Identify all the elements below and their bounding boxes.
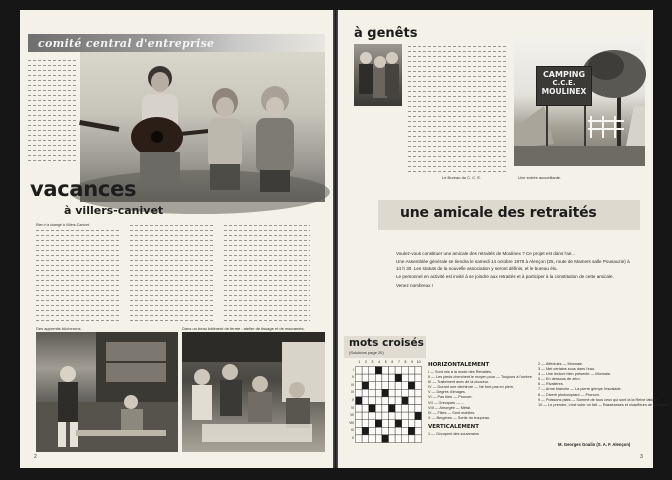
header-band <box>28 34 325 52</box>
vertical-clue: 2 — Affectués — Monnaie. <box>538 362 584 366</box>
caption-atelier: Dans un beau bâtiment de ferme : atelier de tissage et de macramés. <box>182 326 305 331</box>
crossword-black-cell <box>395 420 402 428</box>
crossword-black-cell <box>369 405 376 413</box>
horizontal-clue: X — Bergères — Sortie du troupeau. <box>428 415 491 420</box>
crossword-cell <box>395 427 402 435</box>
amicale-title-box <box>378 200 640 230</box>
crossword-cell <box>362 367 369 375</box>
crossword-black-cell <box>382 435 389 443</box>
crossword-cell <box>408 420 415 428</box>
horizontal-clues <box>428 370 533 421</box>
body-column-2 <box>130 223 214 323</box>
amicale-paragraph-2: Une Assemblée générale se tiendra le samedi 14 octobre 1978 à Alençon (25, route de Mamers salle Pousauzie) à 14 h 30. Les statuts de la nouvelle association y seront définis, et le bureau élu. <box>396 259 630 271</box>
crossword-black-cell <box>362 382 369 390</box>
crossword-cell <box>362 405 369 413</box>
body-column-1 <box>36 228 120 323</box>
crossword-cell <box>408 435 415 443</box>
weaving-workshop-photo <box>182 332 325 452</box>
crossword-black-cell <box>375 420 382 428</box>
crossword-cell <box>362 435 369 443</box>
caption-bureau: Le Bureau du C. C. E. <box>442 175 482 180</box>
genets-title: à genêts <box>354 26 418 41</box>
crossword-cell <box>408 389 415 397</box>
crossword-cell <box>375 382 382 390</box>
crossword-cell <box>382 405 389 413</box>
horizontal-clue: IV — Durant une déchirure — Ne font pas en plein. <box>428 385 514 390</box>
crossword-cell <box>375 405 382 413</box>
crossword-cell <box>402 382 409 390</box>
crossword-cell <box>389 412 396 420</box>
crossword-cell <box>375 412 382 420</box>
caption-apprentis: Des apprentis bûcherons. <box>36 326 82 331</box>
left-page <box>20 10 333 468</box>
vertical-clue: 10 — Le prendre, c'est voler un fait — Rasséanses et chauffeurs de services. <box>538 402 669 407</box>
crossword-title: mots croisés <box>349 337 424 349</box>
crossword-cell <box>356 427 363 435</box>
crossword-cell <box>415 389 422 397</box>
crossword-col-number: 7 <box>397 360 400 364</box>
crossword-cell <box>415 397 422 405</box>
crossword-cell <box>382 420 389 428</box>
crossword-cell <box>395 367 402 375</box>
crossword-cell <box>395 405 402 413</box>
sign-line-2: C.C.E. <box>552 79 576 87</box>
crossword-row-number: VIII <box>349 420 354 425</box>
crossword-col-number: 3 <box>371 360 374 364</box>
crossword-cell <box>375 397 382 405</box>
crossword-cell <box>369 367 376 375</box>
crossword-col-number: 8 <box>404 360 407 364</box>
vertical-clue: 1 — Occupent des souverains <box>428 432 479 436</box>
vertical-clue: 3 — Met certains sous dans l'eau. <box>538 367 596 372</box>
crossword-col-number: 1 <box>358 360 361 364</box>
crossword-row-number: II <box>352 375 354 380</box>
crossword-cell <box>415 435 422 443</box>
crossword-col-number: 10 <box>416 360 421 364</box>
left-column-text-top <box>28 58 78 166</box>
crossword-title-box <box>344 336 426 358</box>
crossword-cell <box>356 382 363 390</box>
right-page <box>338 10 669 468</box>
crossword-col-number: 6 <box>391 360 394 364</box>
crossword-cell <box>402 389 409 397</box>
crossword-cell <box>356 367 363 375</box>
crossword-cell <box>369 374 376 382</box>
crossword-row-number: VII <box>350 413 354 418</box>
crossword-row-numbers <box>344 366 355 442</box>
horizontal-clue: III — Traitement avec de la douceur. <box>428 380 489 385</box>
crossword-cell <box>369 420 376 428</box>
sign-line-1: CAMPING <box>542 70 586 79</box>
crossword-row-number: VI <box>350 405 354 410</box>
crossword-cell <box>362 389 369 397</box>
genets-text <box>408 44 508 174</box>
crossword-cell <box>369 435 376 443</box>
vertical-clue: 7 — Arme blanche — La pierre grimpe l'escalade. <box>538 387 622 392</box>
crossword-cell <box>369 427 376 435</box>
crossword-cell <box>362 420 369 428</box>
crossword-cell <box>382 382 389 390</box>
crossword-grid-area <box>344 360 424 450</box>
crossword-cell <box>356 420 363 428</box>
crossword-row-number: III <box>351 382 354 387</box>
crossword-cell <box>362 374 369 382</box>
crossword-cell <box>389 367 396 375</box>
crossword-cell <box>375 374 382 382</box>
crossword-cell <box>408 367 415 375</box>
crossword-black-cell <box>395 374 402 382</box>
crossword-cell <box>382 397 389 405</box>
crossword-cell <box>408 397 415 405</box>
crossword-cell <box>389 374 396 382</box>
crossword-cell <box>402 374 409 382</box>
horizontal-clue: II — Les pieds cherchent le moyen pour — Toujours à l'ombre. <box>428 375 533 380</box>
amicale-text <box>396 251 634 289</box>
camping-site-photo <box>514 36 645 166</box>
crossword-cell <box>402 412 409 420</box>
horizontal-clue: VI — Pas bien — Pronom. <box>428 395 473 400</box>
vertical-clues-left <box>428 432 533 437</box>
crossword-cell <box>362 412 369 420</box>
camping-sign <box>536 66 592 106</box>
crossword-cell <box>382 374 389 382</box>
crossword-cell <box>375 389 382 397</box>
crossword-cell <box>415 420 422 428</box>
crossword-cell <box>389 397 396 405</box>
crossword-row-number: X <box>351 435 354 440</box>
vertical-clue: 4 — Une lecture bien présente — Monnaie. <box>538 372 612 377</box>
crossword-subtitle: (Solutions page 20) <box>349 350 384 355</box>
body-column-3 <box>224 223 310 323</box>
caption-entree: Une entrée accueillante. <box>518 175 562 180</box>
crossword-col-number: 2 <box>364 360 367 364</box>
vacances-title: vacances <box>30 177 137 201</box>
crossword-black-cell <box>389 405 396 413</box>
villers-subtitle: à villers-canivet <box>64 204 164 217</box>
crossword-row-number: V <box>351 397 354 402</box>
crossword-row-number: I <box>353 367 354 372</box>
bureau-photo <box>354 44 402 106</box>
crossword-cell <box>415 367 422 375</box>
crossword-cell <box>402 405 409 413</box>
header-text: comité central d'entreprise <box>38 37 215 50</box>
crossword-cell <box>389 420 396 428</box>
crossword-cell <box>382 367 389 375</box>
amicale-paragraph-1: Voulez-vous constituer une amicale des retraités de Moulinex ? Ce projet est dans l'air... <box>396 251 576 256</box>
crossword-cell <box>395 412 402 420</box>
crossword-cell <box>408 412 415 420</box>
crossword-author: M. Georges Goulin (S. A. F. Alençon) <box>558 442 631 447</box>
crossword-cell <box>369 382 376 390</box>
vertical-heading: VERTICALEMENT <box>428 424 479 430</box>
crossword-cell <box>402 367 409 375</box>
crossword-cell <box>395 397 402 405</box>
crossword-col-number: 9 <box>411 360 414 364</box>
crossword-cell <box>356 435 363 443</box>
intro-text: Rien n'a changé à Villers-Canivet. <box>36 223 90 227</box>
sign-line-3: MOULINEX <box>541 87 587 96</box>
crossword-cell <box>408 374 415 382</box>
crossword-black-cell <box>382 389 389 397</box>
crossword-cell <box>369 412 376 420</box>
vertical-clue: 5 — En dessous de zéro. <box>538 377 581 382</box>
crossword-black-cell <box>408 427 415 435</box>
crossword-cell <box>389 382 396 390</box>
crossword-cell <box>402 427 409 435</box>
crossword-black-cell <box>415 412 422 420</box>
horizontal-clue: VII — Grecques — ... <box>428 400 465 405</box>
crossword-cell <box>382 412 389 420</box>
vertical-clue: 8 — Diverti photocopiant — Pronom. <box>538 392 600 397</box>
crossword-cell <box>415 374 422 382</box>
crossword-cell <box>369 397 376 405</box>
amicale-paragraph-4: Venez nombreux ! <box>396 282 434 288</box>
amicale-paragraph-3: Le personnel en activité est invité à se joindre aux retraités et à participer à la constitution de cette amicale. <box>396 274 614 280</box>
crossword-cell <box>389 435 396 443</box>
crossword-black-cell <box>362 427 369 435</box>
crossword-cell <box>369 389 376 397</box>
crossword-cell <box>356 405 363 413</box>
vertical-clues-right <box>538 362 669 408</box>
vertical-clue: 9 — Poissons plats — Sommé de tous ceux qui sont là la Reine latique. <box>538 397 659 402</box>
horizontal-clue: V — Degrés d'images. <box>428 390 466 395</box>
crossword-cell <box>356 412 363 420</box>
crossword-cell <box>408 405 415 413</box>
crossword-cell <box>402 420 409 428</box>
crossword-cell <box>395 435 402 443</box>
crossword-cell <box>389 427 396 435</box>
vertical-clue: 6 — Rivalières. <box>538 382 564 387</box>
crossword-cell <box>402 435 409 443</box>
crossword-cell <box>375 435 382 443</box>
crossword-row-number: IV <box>350 390 354 395</box>
woodworking-photo <box>36 332 178 452</box>
crossword-cell <box>375 427 382 435</box>
crossword-black-cell <box>408 382 415 390</box>
crossword-cell <box>395 382 402 390</box>
crossword-col-number: 5 <box>384 360 387 364</box>
crossword-cell <box>356 374 363 382</box>
crossword-col-number: 4 <box>378 360 381 364</box>
crossword-cell <box>356 389 363 397</box>
amicale-title: une amicale des retraités <box>400 205 597 221</box>
horizontal-clue: VIII — Amorgée — Métal. <box>428 405 472 410</box>
crossword-cell <box>415 427 422 435</box>
crossword-cell <box>382 427 389 435</box>
crossword-black-cell <box>356 397 363 405</box>
crossword-cell <box>415 382 422 390</box>
horizontal-clue: I — Sont mis à la mode des Retraités. <box>428 370 492 374</box>
crossword-black-cell <box>402 397 409 405</box>
crossword-cell <box>395 389 402 397</box>
crossword-cell <box>415 405 422 413</box>
horizontal-clue: IX — Filles — Sont mobiles. <box>428 410 476 415</box>
crossword-row-number: IX <box>350 428 354 433</box>
crossword-cell <box>389 389 396 397</box>
crossword-cell <box>362 397 369 405</box>
crossword-black-cell <box>375 367 382 375</box>
left-page-number: 2 <box>34 454 37 460</box>
crossword-grid <box>355 366 423 444</box>
horizontal-heading: HORIZONTALEMENT <box>428 362 490 368</box>
right-page-number: 3 <box>640 454 643 460</box>
